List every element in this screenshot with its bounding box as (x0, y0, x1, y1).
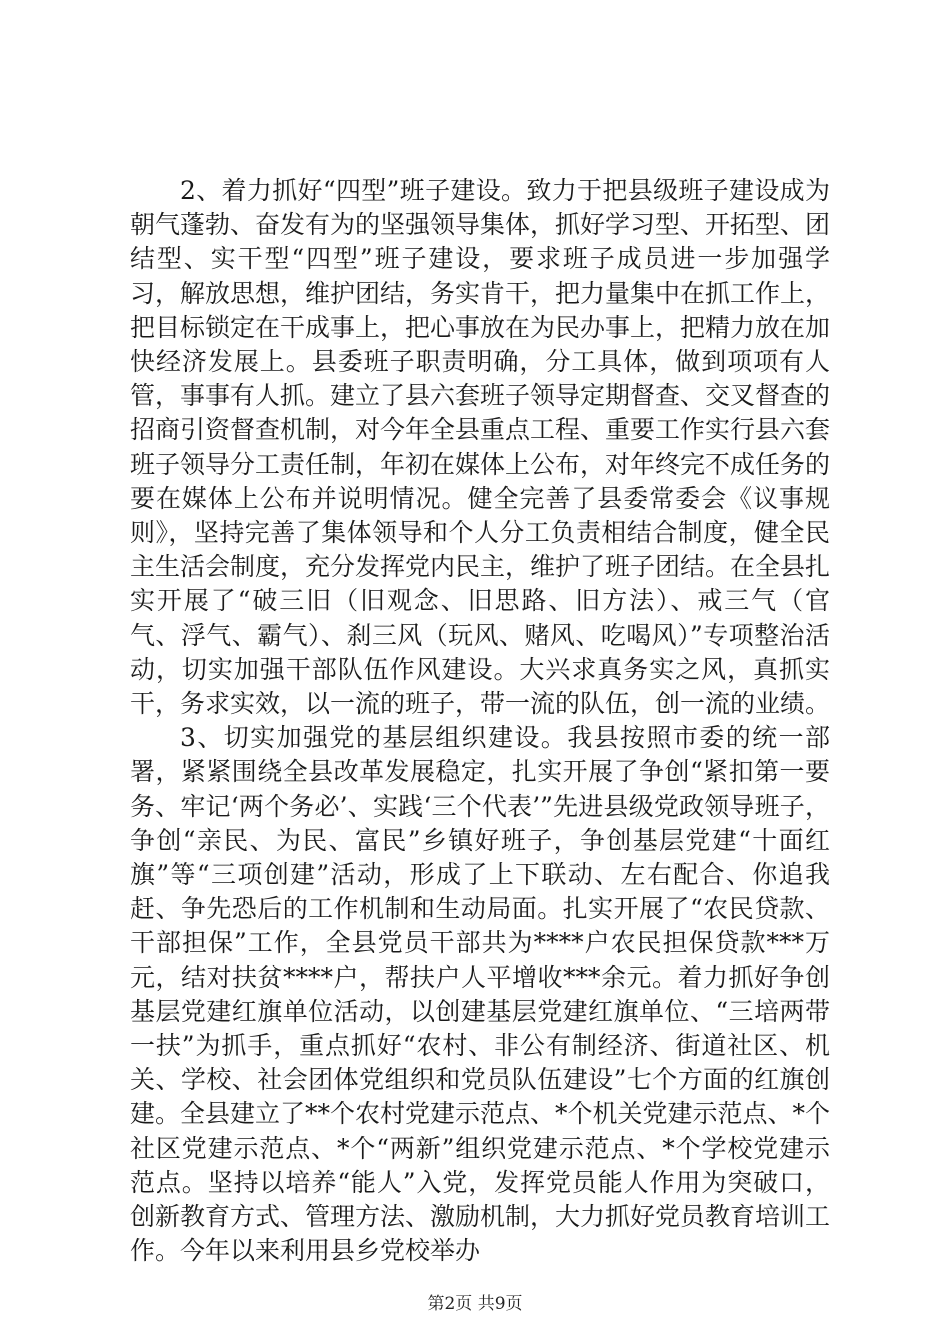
paragraph-leadership-building: 2、着力抓好“四型”班子建设。致力于把县级班子建设成为朝气蓬勃、奋发有为的坚强领导集体，抓好学习型、开拓型、团结型、实干型“四型”班子建设，要求班子成员进一步加强学习，解放思想，维护团结，务实肯干，把力量集中在抓工作上，把目标锁定在干成事上，把心事放在为民办事上，把精力放在加快经济发展上。县委班子职责明确，分工具体，做到项项有人管，事事有人抓。建立了县六套班子领导定期督查、交叉督查的招商引资督查机制，对今年全县重点工程、重要工作实行县六套班子领导分工责任制，年初在媒体上公布，对年终完不成任务的要在媒体上公布并说明情况。健全完善了县委常委会《议事规则》，坚持完善了集体领导和个人分工负责相结合制度，健全民主生活会制度，充分发挥党内民主，维护了班子团结。在全县扎实开展了“破三旧（旧观念、旧思路、旧方法）、戒三气（官气、浮气、霸气）、刹三风（玩风、赌风、吃喝风）”专项整治活动，切实加强干部队伍作风建设。大兴求真务实之风，真抓实干，务求实效，以一流的班子，带一流的队伍，创一流的业绩。 (130, 176, 831, 719)
paragraph-grassroots-organization: 3、切实加强党的基层组织建设。我县按照市委的统一部署，紧紧围绕全县改革发展稳定，扎实开展了争创“紧扣第一要务、牢记‘两个务必’、实践‘三个代表’”先进县级党政领导班子，争创“亲民、为民、富民”乡镇好班子，争创基层党建“十面红旗”等“三项创建”活动，形成了上下联动、左右配合、你追我赶、争先恐后的工作机制和生动局面。扎实开展了“农民贷款、干部担保”工作，全县党员干部共为****户农民担保贷款***万元，结对扶贫****户，帮扶户人平增收***余元。着力抓好争创基层党建红旗单位活动，以创建基层党建红旗单位、“三培两带一扶”为抓手，重点抓好“农村、非公有制经济、街道社区、机关、学校、社会团体党组织和党员队伍建设”七个方面的红旗创建。全县建立了**个农村党建示范点、*个机关党建示范点、*个社区党建示范点、*个“两新”组织党建示范点、*个学校党建示范点。坚持以培养“能人”入党，发挥党员能人作用为突破口，创新教育方式、管理方法、激励机制，大力抓好党员教育培训工作。今年以来利用县乡党校举办 (130, 723, 831, 1266)
page-number-footer: 第2页 共9页 (427, 1294, 523, 1314)
document-body (130, 174, 830, 1269)
